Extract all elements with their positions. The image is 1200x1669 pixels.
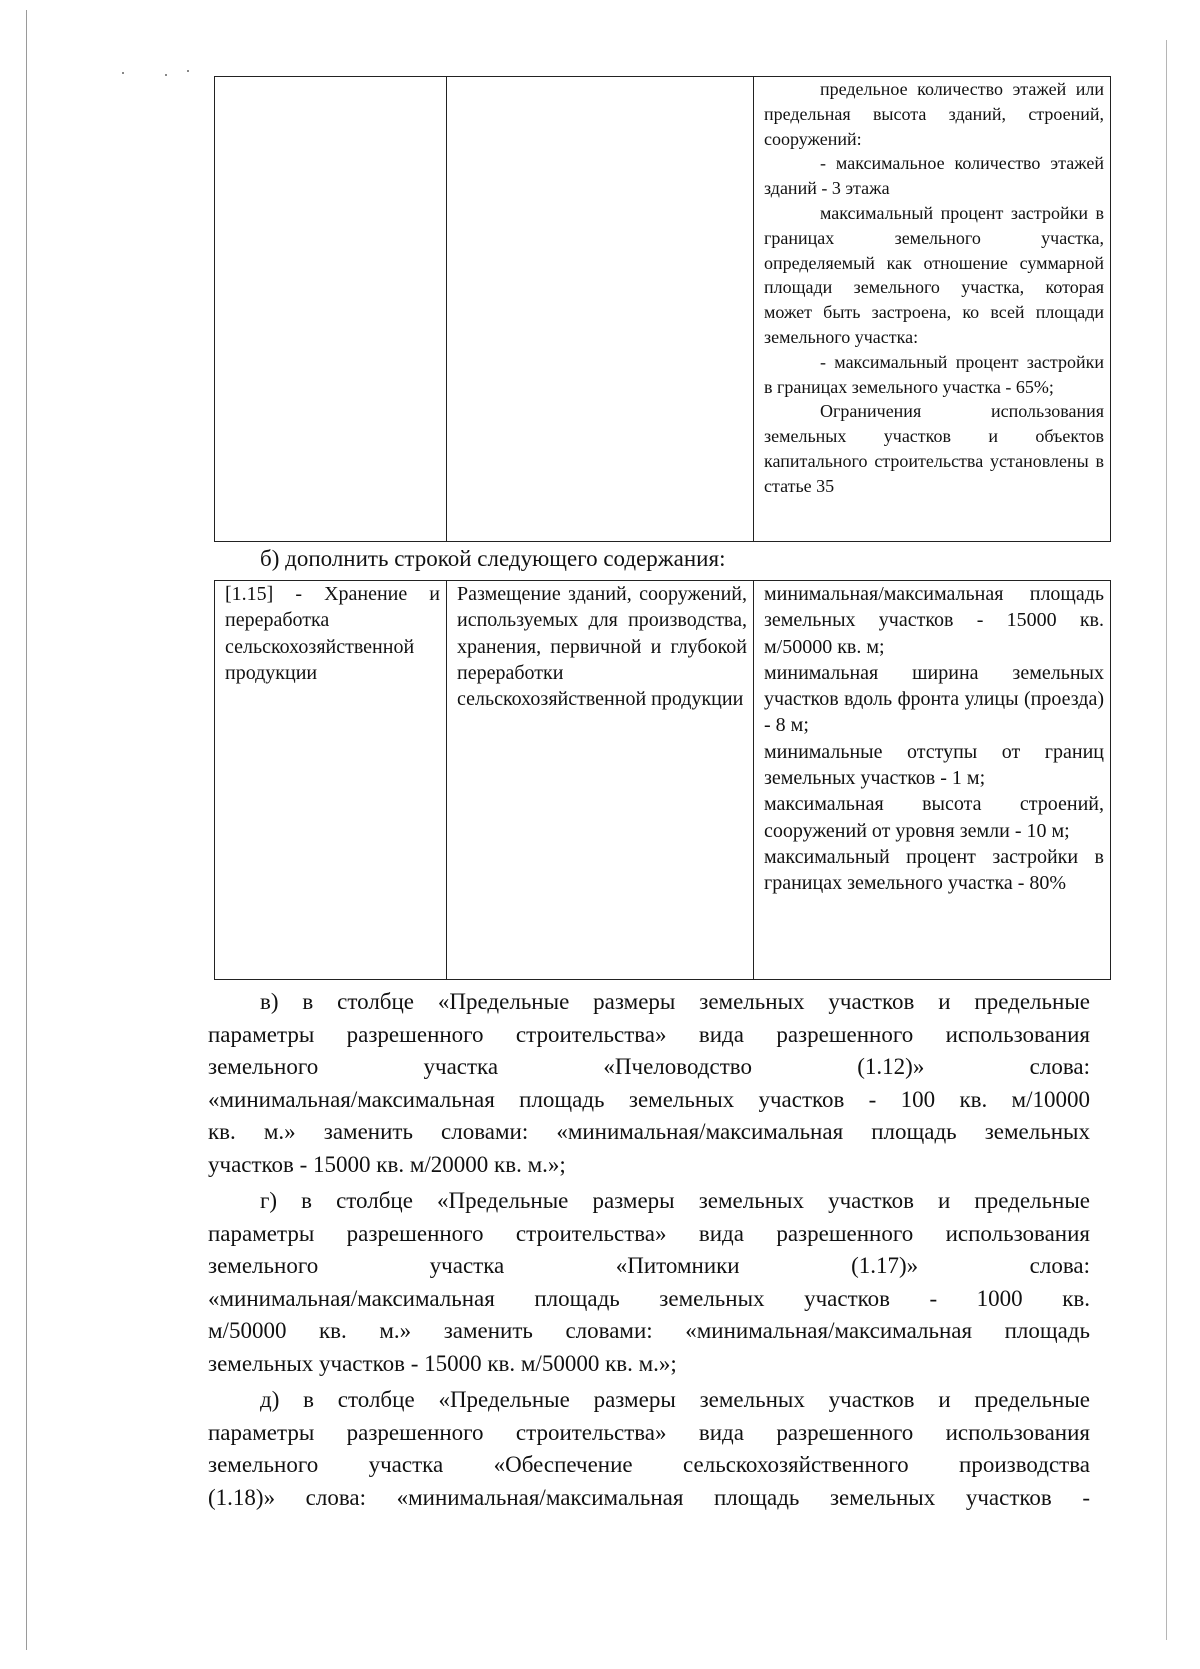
- paragraph-line: параметры разрешенного строительства» вида разрешенного использования: [208, 1220, 1090, 1246]
- param-text: - максимальное количество этажей зданий - 3 этажа: [764, 153, 1104, 199]
- paragraph-line: г) в столбце «Предельные размеры земельных участков и предельные: [260, 1188, 1090, 1213]
- table-cell-empty-1: [215, 77, 447, 542]
- scan-edge-left: [26, 10, 27, 1650]
- paragraph-line: участков - 15000 кв. м/20000 кв. м.»;: [208, 1151, 566, 1177]
- table-cell-empty-2: [447, 77, 754, 542]
- table-row: [215, 581, 1111, 980]
- paragraph-item-g: [208, 1185, 1090, 1381]
- paragraph-line: м/50000 кв. м.» заменить словами: «минимальная/максимальная площадь: [208, 1318, 1090, 1344]
- table-cell-code-name: [1.15] - Хранение и переработка сельскохозяйственной продукции: [215, 581, 447, 980]
- table-cell-parameters: [754, 581, 1111, 980]
- scan-speck: [187, 70, 189, 72]
- scan-edge-right: [1166, 40, 1167, 1640]
- table-continuation: [214, 76, 1111, 542]
- param-text: - максимальный процент застройки в границах земельного участка - 65%;: [764, 351, 1104, 397]
- param-text: Ограничения использования земельных участков и объектов капитального строительства установлены в статье 35: [764, 401, 1104, 496]
- paragraph-line: д) в столбце «Предельные размеры земельных участков и предельные: [260, 1387, 1090, 1412]
- paragraph-line: (1.18)» слова: «минимальная/максимальная площадь земельных участков -: [208, 1484, 1090, 1510]
- paragraph-line: земельного участка «Питомники (1.17)» слова:: [208, 1253, 1090, 1279]
- paragraph-line: «минимальная/максимальная площадь земельных участков - 1000 кв.: [208, 1285, 1090, 1311]
- paragraph-line: в) в столбце «Предельные размеры земельных участков и предельные: [260, 989, 1090, 1014]
- param-text: минимальная ширина земельных участков вдоль фронта улицы (проезда) - 8 м;: [764, 661, 1104, 737]
- param-text: предельное количество этажей или предельная высота зданий, строений, сооружений:: [764, 79, 1104, 149]
- param-text: максимальный процент застройки в границах земельного участка - 80%: [764, 845, 1104, 895]
- paragraph-item-d: [208, 1384, 1090, 1514]
- param-text: минимальные отступы от границ земельных участков - 1 м;: [764, 740, 1104, 790]
- paragraph-item-v: [208, 986, 1090, 1182]
- param-text: минимальная/максимальная площадь земельных участков - 15000 кв. м/50000 кв. м;: [764, 583, 1104, 658]
- table-cell-parameters: [754, 77, 1111, 542]
- paragraph-line: земельного участка «Обеспечение сельскохозяйственного производства: [208, 1452, 1090, 1478]
- paragraph-line: земельного участка «Пчеловодство (1.12)» слова:: [208, 1054, 1090, 1080]
- item-b-text: б) дополнить строкой следующего содержания:: [260, 546, 726, 571]
- scan-speck: [122, 72, 124, 74]
- table-new-row: [214, 580, 1111, 980]
- paragraph-line: параметры разрешенного строительства» вида разрешенного использования: [208, 1419, 1090, 1445]
- paragraph-line: земельных участков - 15000 кв. м/50000 кв. м.»;: [208, 1350, 677, 1376]
- param-text: максимальный процент застройки в границах земельного участка, определяемый как отношение суммарной площади земельного участка, которая может быть застроена, ко всей площади земельного участка:: [764, 202, 1104, 347]
- param-text: максимальная высота строений, сооружений от уровня земли - 10 м;: [764, 793, 1104, 842]
- paragraph-line: параметры разрешенного строительства» вида разрешенного использования: [208, 1021, 1090, 1047]
- table-row: [215, 77, 1111, 542]
- table-cell-description: Размещение зданий, сооружений, используемых для производства, хранения, первичной и глубокой переработки сельскохозяйственной продукции: [447, 581, 754, 980]
- paragraph-line: кв. м.» заменить словами: «минимальная/максимальная площадь земельных: [208, 1119, 1090, 1145]
- scan-speck: [165, 74, 167, 76]
- paragraph-line: «минимальная/максимальная площадь земельных участков - 100 кв. м/10000: [208, 1086, 1090, 1112]
